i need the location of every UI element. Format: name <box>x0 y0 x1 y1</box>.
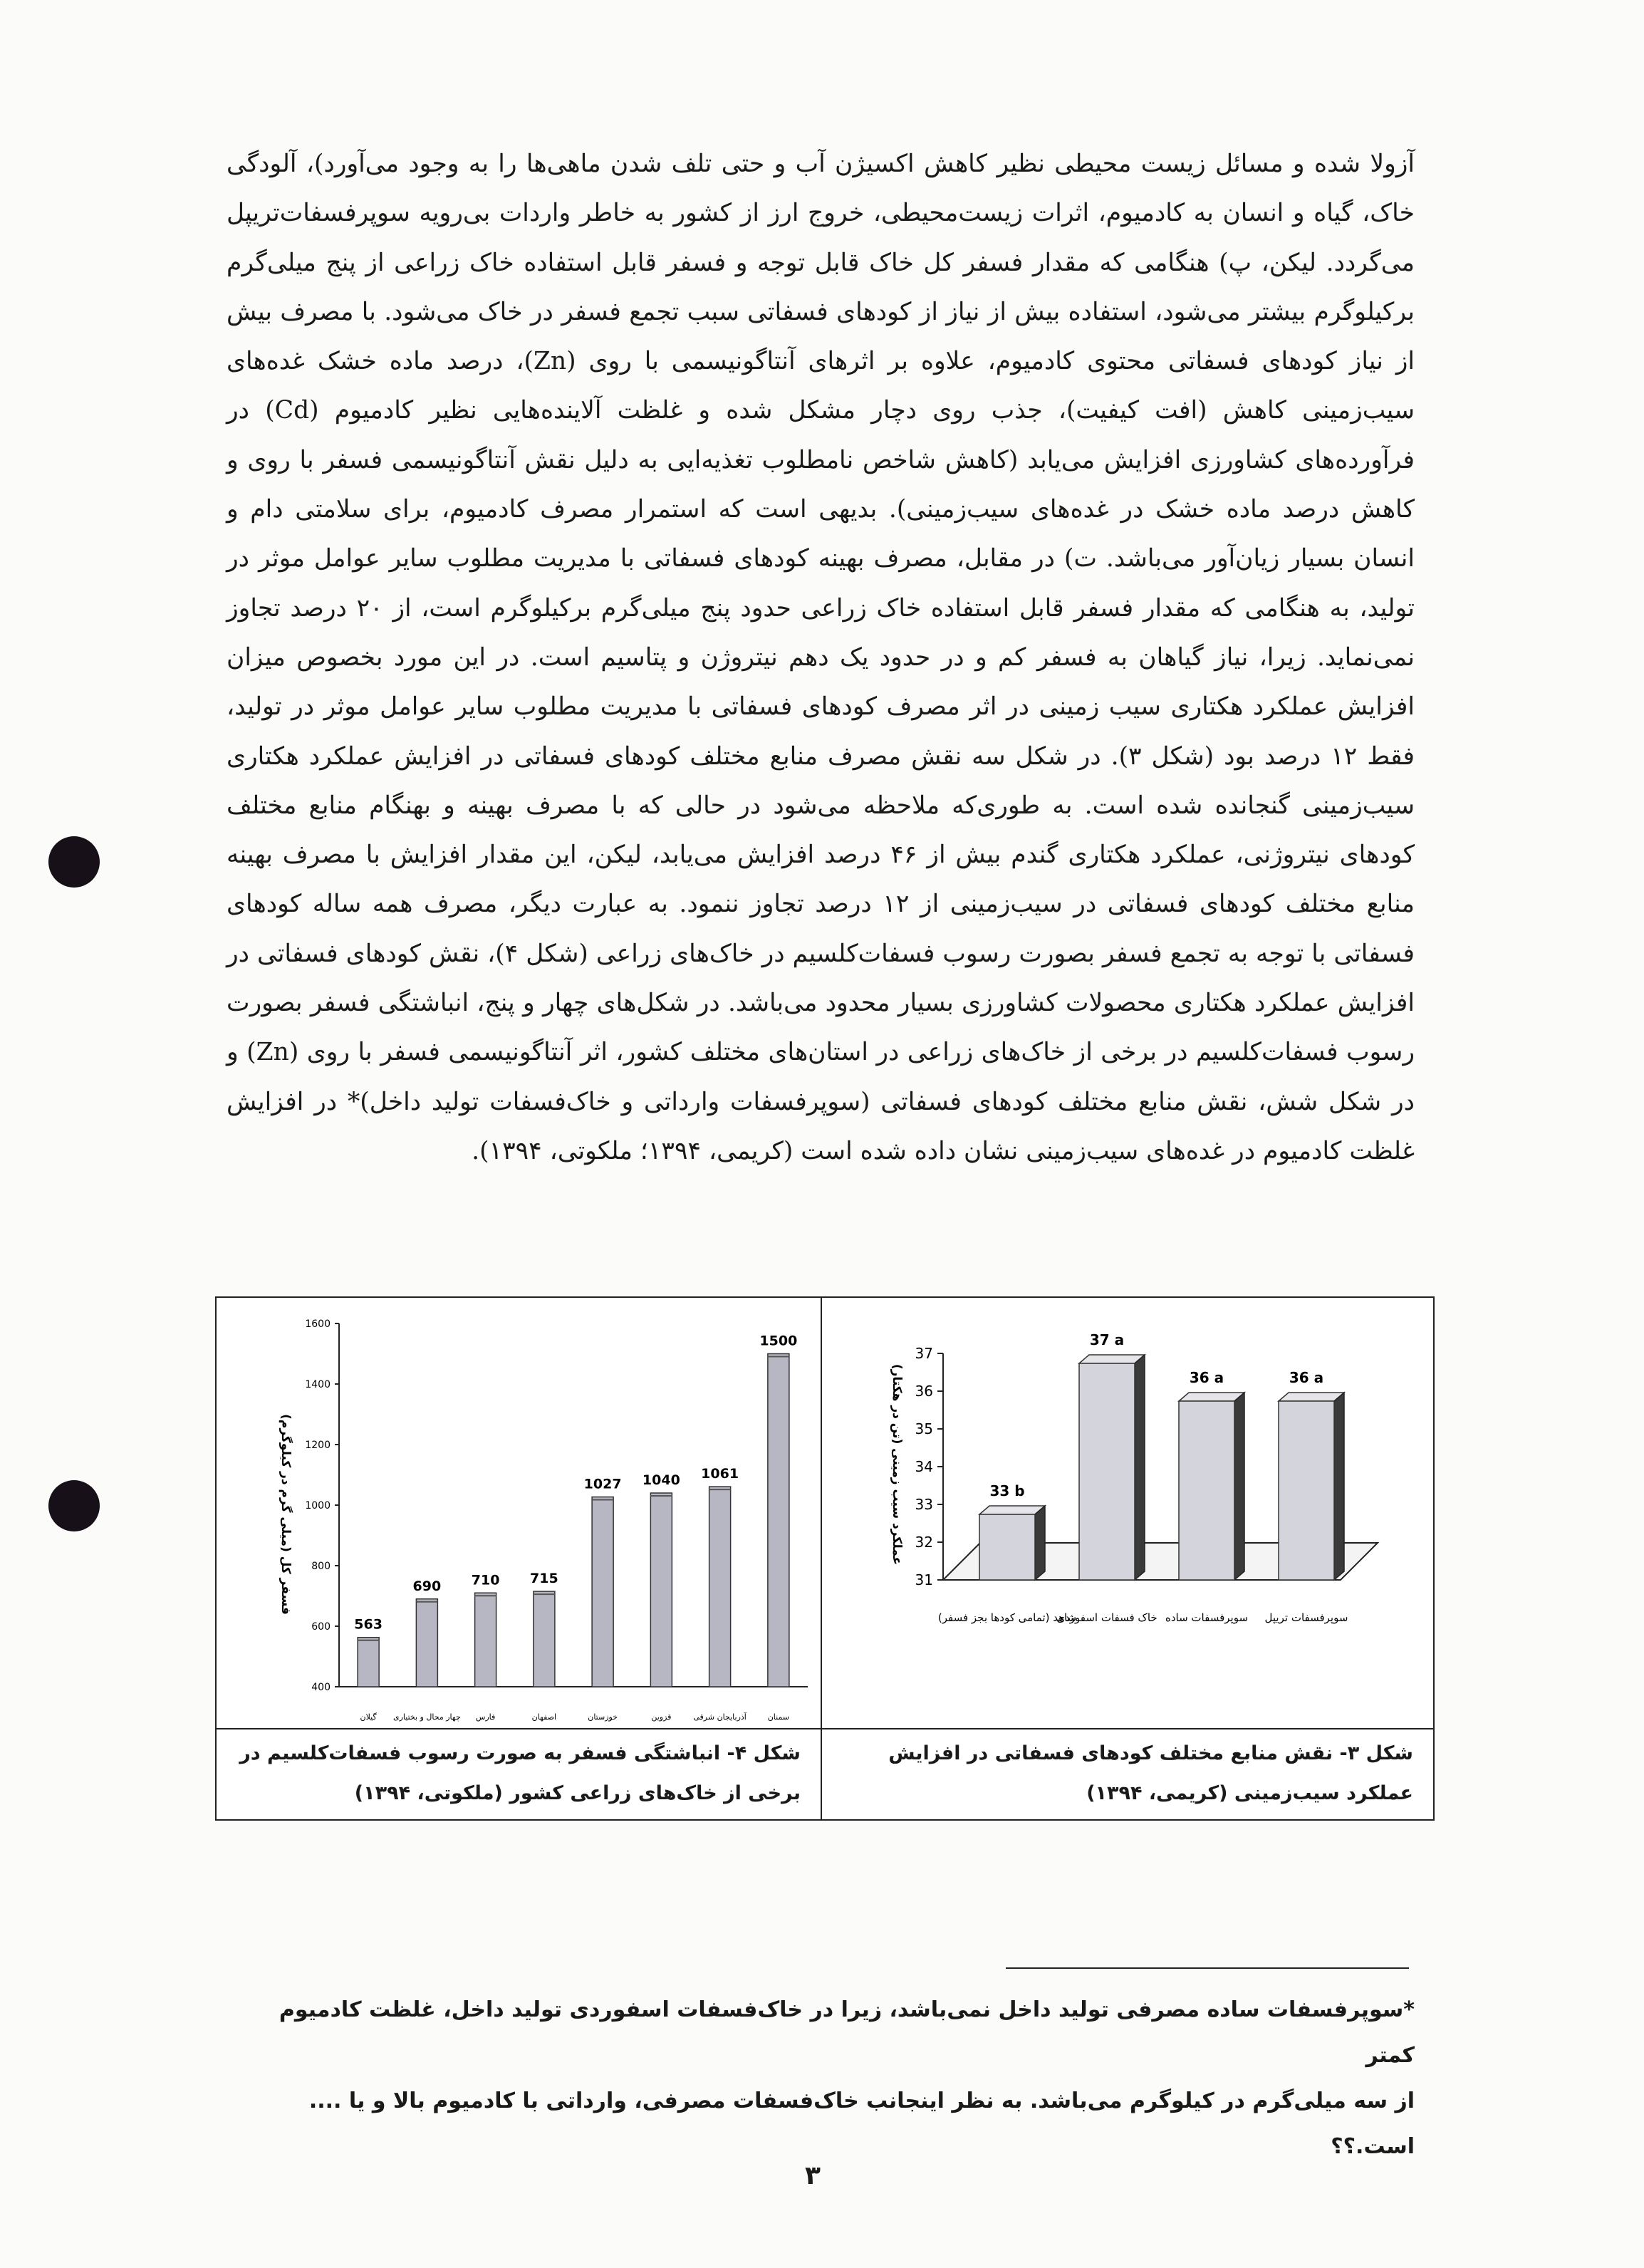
figures-panel <box>215 1296 1435 1821</box>
fig4-y-tick-label: 1400 <box>305 1379 331 1390</box>
fig4-bar <box>650 1493 672 1687</box>
fig3-x-tick-label: سوپرفسفات ساده <box>1165 1611 1249 1624</box>
fig4-caption-line1: شکل ۴- انباشتگی فسفر به صورت رسوب فسفات‌کلسیم در <box>239 1742 801 1764</box>
fig4-y-tick-label: 400 <box>311 1682 331 1693</box>
fig4-y-tick-label: 1200 <box>305 1440 331 1451</box>
fig4-data-label: 1027 <box>583 1476 622 1492</box>
footnote-rule <box>1006 1967 1409 1969</box>
fig3-bar-side <box>1135 1355 1145 1580</box>
fig4-x-tick-label: خوزستان <box>588 1712 618 1722</box>
fig3-bar-side <box>1334 1393 1344 1580</box>
fig3-x-tick-label: سوپرفسفات تریپل <box>1264 1611 1348 1624</box>
fig4-caption-line2: برخی از خاک‌های زراعی کشور (ملکوتی، ۱۳۹۴) <box>354 1782 801 1804</box>
fig3-data-label: 36 a <box>1189 1369 1224 1386</box>
fig3-bar <box>1279 1401 1334 1580</box>
fig3-bar-side <box>1234 1393 1244 1580</box>
fig3-bar-top <box>979 1506 1045 1514</box>
fig4-bar <box>709 1487 731 1687</box>
figure-divider <box>821 1298 822 1819</box>
fig3-bar <box>979 1514 1035 1580</box>
footnote-line-2: از سه میلی‌گرم در کیلوگرم می‌باشد. به نظر اینجانب خاک‌فسفات مصرفی، وارداتی با کادمیوم بالا و یا .... است.؟؟ <box>308 2088 1415 2159</box>
fig3-y-axis-label: عملکرد سیب زمینی (تن در هکتار) <box>890 1363 904 1566</box>
fig3-y-tick-label: 36 <box>915 1383 933 1400</box>
body-text <box>227 140 1415 1176</box>
fig3-bar-side <box>1035 1506 1045 1580</box>
fig4-data-label: 1040 <box>642 1472 680 1488</box>
fig3-data-label: 36 a <box>1289 1369 1324 1386</box>
page-number: ۳ <box>805 2161 821 2190</box>
fig3-y-tick-label: 35 <box>915 1420 933 1437</box>
fig3-caption-line2: عملکرد سیب‌زمینی (کریمی، ۱۳۹۴) <box>1086 1782 1413 1804</box>
fig3-x-tick-label: خاک فسفات اسفوردی <box>1056 1611 1157 1624</box>
fig4-data-label: 563 <box>354 1616 383 1633</box>
fig4-x-tick-label: قزوین <box>651 1712 672 1722</box>
fig3-y-tick-label: 37 <box>915 1345 933 1362</box>
fig4-x-tick-label: اصفهان <box>531 1712 557 1722</box>
fig4-bar <box>534 1591 555 1687</box>
footnote-line-1: *سوپرفسفات ساده مصرفی تولید داخل نمی‌باشد، زیرا در خاک‌فسفات اسفوردی تولید داخل، غلظت کادمیوم کمتر <box>279 1997 1415 2068</box>
fig3-bar-top <box>1179 1393 1244 1401</box>
fig4-bar <box>768 1354 789 1687</box>
fig4-y-tick-label: 800 <box>311 1561 331 1572</box>
fig4-y-tick-label: 1600 <box>305 1318 331 1330</box>
fig4-data-label: 690 <box>412 1578 442 1594</box>
fig4-y-tick-label: 1000 <box>305 1500 331 1512</box>
fig3-x-tick-label: شاهد (تمامی کودها بجز فسفر) <box>937 1611 1077 1624</box>
fig3-bar <box>1079 1363 1135 1580</box>
fig3-y-tick-label: 33 <box>915 1496 933 1513</box>
fig4-x-tick-label: سمنان <box>767 1712 790 1722</box>
fig3-caption-line1: شکل ۳- نقش منابع مختلف کودهای فسفاتی در افزایش <box>888 1742 1413 1764</box>
fig3-caption <box>843 1734 1413 1814</box>
fig4-y-tick-label: 600 <box>311 1621 331 1633</box>
fig3-bar-top <box>1079 1355 1145 1363</box>
fig3-data-label: 37 a <box>1089 1331 1125 1348</box>
fig4-x-tick-label: چهار محال و بختیاری <box>393 1712 461 1722</box>
fig4-x-tick-label: آذربایجان شرقی <box>693 1712 746 1722</box>
fig4-chart <box>217 1301 819 1727</box>
fig3-y-tick-label: 31 <box>915 1571 933 1588</box>
fig4-bar <box>358 1638 379 1687</box>
fig3-data-label: 33 b <box>989 1482 1025 1499</box>
fig4-data-label: 710 <box>471 1572 500 1588</box>
fig4-caption <box>238 1734 801 1814</box>
body-paragraph: آزولا شده و مسائل زیست محیطی نظیر کاهش اکسیژن آب و حتی تلف شدن ماهی‌ها را به وجود می‌آورد)، آلودگی خاک، گیاه و انسان به کادمیوم، اثرات زیست‌محیطی، خروج ارز از کشور به خاطر واردات بی‌رویه سوپرفسفات‌تریپل می‌گردد. لیکن، پ) هنگامی که مقدار فسفر کل خاک قابل توجه و فسفر قابل استفاده خاک زراعی از پنج میلی‌گرم برکیلوگرم بیشتر می‌شود، استفاده بیش از نیاز از کودهای فسفاتی سبب تجمع فسفر در خاک می‌شود. با مصرف بیش از نیاز کودهای فسفاتی محتوی کادمیوم، علاوه بر اثرهای آنتاگونیسمی با روی (Zn)، درصد ماده خشک غده‌های سیب‌زمینی کاهش (افت کیفیت)، جذب روی دچار مشکل شده و غلظت آلاینده‌هایی نظیر کادمیوم (Cd) در فرآورده‌های کشاورزی افزایش می‌یابد (کاهش شاخص نامطلوب تغذیه‌ایی به دلیل نقش آنتاگونیسمی فسفر با روی و کاهش درصد ماده خشک در غده‌های سیب‌زمینی). بدیهی است که استمرار مصرف کادمیوم، برای سلامتی دام و انسان بسیار زیان‌آور می‌باشد. ت) در مقابل، مصرف بهینه کودهای فسفاتی با مدیریت مطلوب سایر عوامل موثر در تولید، به هنگامی که مقدار فسفر قابل استفاده خاک زراعی حدود پنج میلی‌گرم برکیلوگرم است، از ۲۰ درصد تجاوز نمی‌نماید. زیرا، نیاز گیاهان به فسفر کم و در حدود یک دهم نیتروژن و پتاسیم است. در این مورد بخصوص میزان افزایش عملکرد هکتاری سیب زمینی در اثر مصرف کودهای فسفاتی با مدیریت مطلوب سایر عوامل موثر در تولید، فقط ۱۲ درصد بود (شکل ۳). در شکل سه نقش مصرف منابع مختلف کودهای فسفاتی در افزایش عملکرد هکتاری سیب‌زمینی گنجانده شده است. به طوری‌که ملاحظه می‌شود در حالی که با مصرف بهینه و بهنگام منابع مختلف کودهای نیتروژنی، عملکرد هکتاری گندم بیش از ۴۶ درصد افزایش می‌یابد، لیکن، این مقدار افزایش با مصرف بهینه منابع مختلف کودهای فسفاتی در سیب‌زمینی از ۱۲ درصد تجاوز ننمود. به عبارت دیگر، مصرف همه ساله کودهای فسفاتی با توجه به تجمع فسفر بصورت رسوب فسفات‌کلسیم در خاک‌های زراعی (شکل ۴)، نقش کودهای فسفاتی در افزایش عملکرد هکتاری محصولات کشاورزی بسیار محدود می‌باشد. در شکل‌های چهار و پنج، انباشتگی فسفر بصورت رسوب فسفات‌کلسیم در برخی از خاک‌های زراعی در استان‌های مختلف کشور، اثر آنتاگونیسمی فسفر با روی (Zn) و در شکل شش، نقش منابع مختلف کودهای فسفاتی (سوپرفسفات وارداتی و خاک‌فسفات تولید داخل)* در افزایش غلظت کادمیوم در غده‌های سیب‌زمینی نشان داده شده است (کریمی، ۱۳۹۴؛ ملکوتی، ۱۳۹۴). <box>227 150 1415 1165</box>
fig3-y-tick-label: 32 <box>915 1534 933 1551</box>
binder-hole-bottom <box>48 1480 100 1531</box>
fig3-y-tick-label: 34 <box>915 1458 933 1475</box>
fig4-bar <box>475 1593 496 1687</box>
fig4-x-tick-label: گیلان <box>360 1712 377 1722</box>
fig3-bar <box>1179 1401 1234 1580</box>
fig4-data-label: 1500 <box>759 1333 798 1349</box>
binder-hole-top <box>48 836 100 888</box>
fig3-bar-top <box>1279 1393 1344 1401</box>
fig4-bar <box>592 1497 613 1687</box>
fig4-x-tick-label: فارس <box>475 1712 496 1722</box>
fig4-data-label: 715 <box>530 1571 558 1587</box>
footnote <box>227 1987 1415 2170</box>
fig3-chart <box>822 1301 1430 1727</box>
fig4-y-axis-label: فسفر کل (میلی گرم در کیلوگرم) <box>279 1414 293 1615</box>
fig4-bar <box>416 1599 437 1687</box>
caption-rule <box>217 1728 1433 1729</box>
fig4-data-label: 1061 <box>701 1466 739 1482</box>
